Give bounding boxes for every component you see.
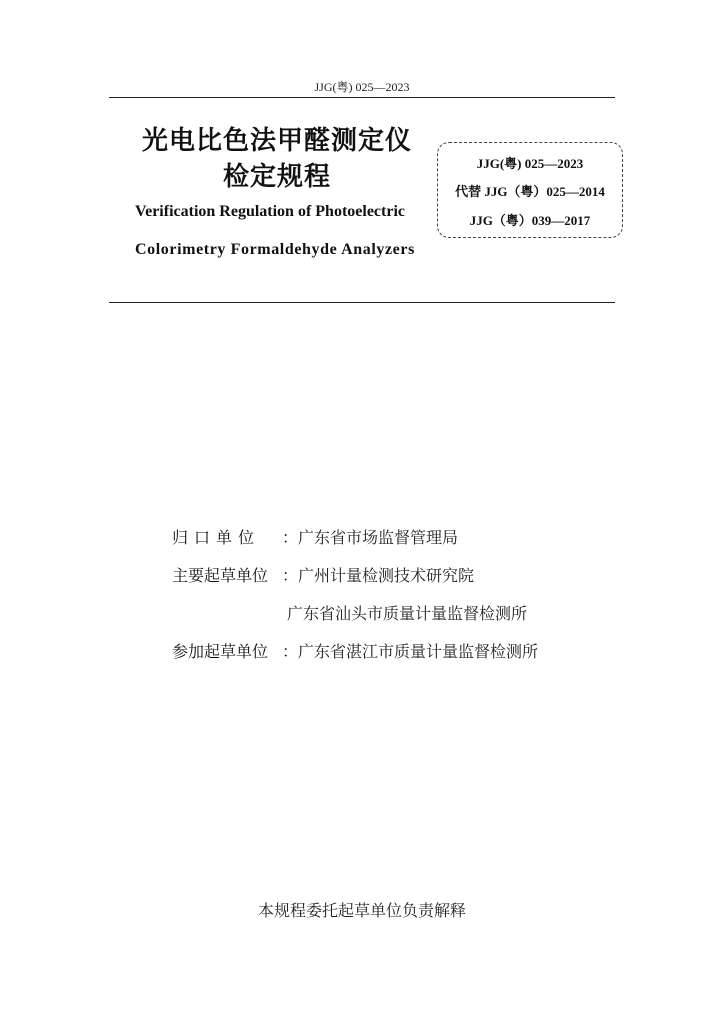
title-zh-line1: 光电比色法甲醛测定仪 bbox=[141, 126, 412, 156]
colon: ： bbox=[282, 642, 299, 661]
title-en-line1: Verification Regulation of Photoelectric bbox=[135, 203, 406, 220]
main-drafter-row bbox=[172, 563, 474, 586]
participant-label: 参加起草单位 bbox=[172, 642, 269, 661]
main-drafter-label: 主要起草单位 bbox=[172, 566, 269, 585]
colon: ： bbox=[282, 566, 299, 585]
replaces-code-2: JJG（粤）039—2017 bbox=[469, 213, 591, 228]
title-zh-line2: 检定规程 bbox=[222, 162, 331, 192]
responsible-unit-label: 归口单位 bbox=[172, 528, 261, 547]
footer-note: 本规程委托起草单位负责解释 bbox=[257, 901, 466, 920]
responsible-unit-row bbox=[172, 525, 458, 548]
header-standard-code: JJG(粤) 025—2023 bbox=[314, 80, 410, 94]
responsible-unit-value: 广东省市场监督管理局 bbox=[298, 528, 459, 547]
title-en-line2: Colorimetry Formaldehyde Analyzers bbox=[135, 241, 415, 258]
main-drafter-value-1: 广州计量检测技术研究院 bbox=[298, 566, 475, 585]
colon: ： bbox=[282, 528, 299, 547]
participant-row bbox=[172, 639, 538, 662]
participant-value: 广东省湛江市质量计量监督检测所 bbox=[298, 642, 539, 661]
main-drafter-value-2: 广东省汕头市质量计量监督检测所 bbox=[287, 604, 528, 623]
replaces-code-1: 代替 JJG（粤）025—2014 bbox=[455, 184, 605, 199]
standard-code-box bbox=[437, 142, 623, 238]
current-code: JJG(粤) 025—2023 bbox=[476, 156, 584, 171]
bottom-divider bbox=[109, 302, 615, 303]
top-divider bbox=[109, 97, 615, 98]
main-drafter-row-2 bbox=[287, 601, 527, 624]
